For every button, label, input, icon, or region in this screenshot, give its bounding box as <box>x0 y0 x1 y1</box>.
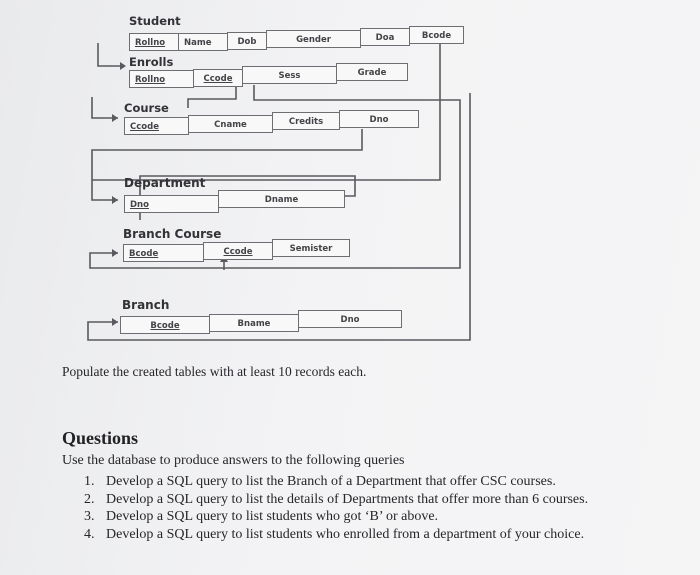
column-student-doa: Doa <box>360 28 410 46</box>
column-course-ccode: Ccode <box>124 117 189 135</box>
column-enrolls-ccode: Ccode <box>193 69 243 87</box>
column-branch-course-semister: Semister <box>272 239 350 257</box>
question-item <box>84 527 588 545</box>
column-student-name: Name <box>178 33 228 51</box>
table-name-branch-course: Branch Course <box>123 227 222 241</box>
question-number: 1. <box>84 474 95 489</box>
question-number: 3. <box>84 509 95 524</box>
questions-list <box>84 474 588 544</box>
table-name-department: Department <box>124 176 206 190</box>
column-course-cname: Cname <box>188 115 273 133</box>
column-branch-bname: Bname <box>209 314 299 332</box>
question-number: 4. <box>84 526 95 542</box>
column-branch-course-bcode: Bcode <box>123 244 204 262</box>
question-text: Develop a SQL query to list students who enrolled from a department of your choice. <box>106 526 585 542</box>
question-item <box>84 474 588 492</box>
questions-intro: Use the database to produce answers to the following queries <box>62 453 405 468</box>
question-text: Develop a SQL query to list students who got ‘B’ or above. <box>106 509 439 524</box>
question-item <box>84 509 588 527</box>
table-name-student: Student <box>129 14 181 28</box>
populate-instruction: Populate the created tables with at least 10 records each. <box>62 364 367 379</box>
question-text: Develop a SQL query to list the details of Departments that offer more than 6 courses. <box>106 491 589 507</box>
table-name-branch: Branch <box>122 298 170 312</box>
column-student-rollno: Rollno <box>129 33 179 51</box>
column-branch-dno: Dno <box>298 310 402 328</box>
question-number: 2. <box>84 491 95 507</box>
column-branch-bcode: Bcode <box>120 316 210 334</box>
column-department-dname: Dname <box>218 190 345 208</box>
column-course-credits: Credits <box>272 112 340 130</box>
question-text: Develop a SQL query to list the Branch of a Department that offer CSC courses. <box>106 474 556 489</box>
table-name-course: Course <box>124 101 169 115</box>
column-enrolls-sess: Sess <box>242 66 337 84</box>
column-student-gender: Gender <box>266 30 361 48</box>
column-student-bcode: Bcode <box>409 26 464 44</box>
column-enrolls-grade: Grade <box>336 63 408 81</box>
column-enrolls-rollno: Rollno <box>129 70 194 88</box>
column-course-dno: Dno <box>339 110 419 128</box>
column-department-dno: Dno <box>124 195 219 213</box>
questions-heading: Questions <box>62 428 139 448</box>
question-item <box>84 492 588 510</box>
table-name-enrolls: Enrolls <box>129 55 174 69</box>
column-branch-course-ccode: Ccode <box>203 242 273 260</box>
column-student-dob: Dob <box>227 32 267 50</box>
